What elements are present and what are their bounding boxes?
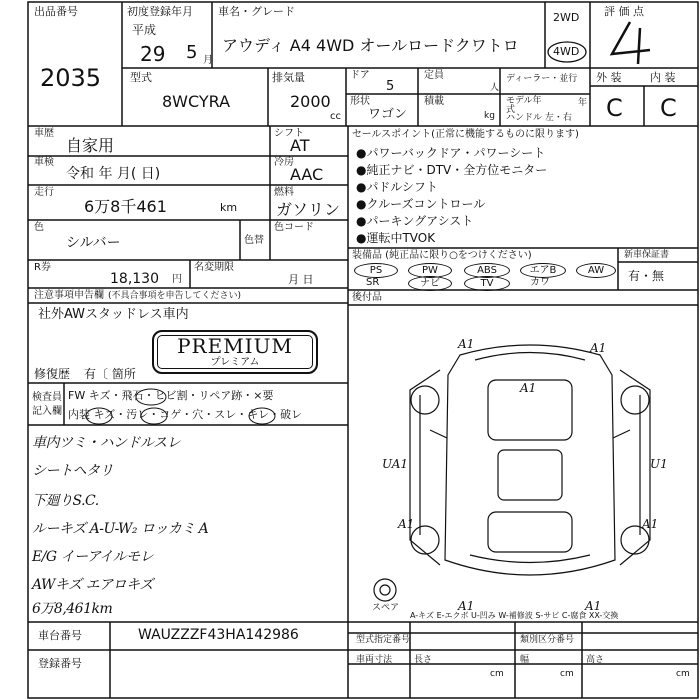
cc-unit: cc: [330, 111, 341, 122]
equip-abs: ABS: [464, 263, 510, 278]
interior-grade: C: [660, 94, 677, 122]
exterior-grade: C: [606, 94, 623, 122]
equip-pw: PW: [408, 263, 452, 278]
model-value: 8WCYRA: [162, 92, 231, 111]
name-change-date: 月 日: [288, 273, 314, 286]
equipment-title: 装備品 (純正品に限り○をつけください): [352, 250, 532, 261]
equip-tv: TV: [464, 276, 510, 291]
selling-point-1: ●パワーバックドア・パワーシート: [356, 146, 546, 160]
mileage-value: 6万8千461: [84, 197, 167, 216]
equip-ps: PS: [354, 263, 398, 278]
chassis-label: 車台番号: [38, 629, 82, 642]
load-label: 積載: [424, 96, 444, 107]
mark-left-side: UA1: [382, 457, 409, 471]
recycle-fee: 18,130: [110, 271, 159, 287]
exterior-checks: FW キズ・飛石・ヒビ割・リペア跡・×要: [68, 389, 274, 402]
notes-title: 注意事項申告欄: [34, 290, 104, 301]
drive-2wd: 2WD: [553, 11, 580, 24]
car-name: アウディ A4 4WD オールロードクワトロ: [222, 36, 519, 55]
length-unit: cm: [490, 669, 504, 679]
fuel-value: ガソリン: [276, 200, 341, 219]
shape-label: 形状: [350, 96, 370, 107]
displacement-value: 2000: [290, 92, 331, 111]
ac-value: AAC: [290, 165, 324, 184]
hand-note-5: E/G イーアイルモレ: [32, 549, 154, 565]
hand-note-6: AWキズ エアロキズ: [32, 577, 153, 593]
mark-right-side: U1: [650, 457, 668, 471]
handle-label: ハンドル 左・右: [506, 113, 572, 123]
equip-navi: ナビ: [408, 276, 452, 291]
usage-value: 自家用: [66, 136, 115, 155]
lot-label: 出品番号: [34, 5, 78, 18]
mark-rear-right: A1: [642, 517, 659, 531]
equip-airbag: エアB: [520, 263, 566, 278]
interior-checks: 内装 キズ・汚レ・コゲ・穴・スレ・キレ・破レ: [68, 408, 303, 421]
mark-front-left: A1: [458, 337, 475, 351]
hand-note-3: 下廻りS.C.: [32, 493, 99, 509]
reg-year: 29: [140, 42, 166, 66]
color-value: シルバー: [66, 235, 121, 251]
post-install-label: 後付品: [352, 292, 382, 303]
height-label: 高さ: [586, 655, 605, 665]
width-unit: cm: [560, 669, 574, 679]
mark-hood: A1: [520, 381, 537, 395]
class-label: 類別区分番号: [520, 635, 575, 645]
inspector-label-1: 検査員: [32, 392, 62, 403]
load-unit: kg: [484, 111, 495, 121]
selling-point-2: ●純正ナビ・DTV・全方位モニター: [356, 163, 548, 177]
shape-value: ワゴン: [368, 107, 408, 122]
shift-value: AT: [290, 136, 310, 155]
warranty-value: 有・無: [628, 269, 665, 283]
lot-number: 2035: [40, 64, 102, 92]
interior-label: 内 装: [650, 71, 676, 84]
inspector-label-2: 記入欄: [32, 406, 62, 417]
hand-note-1: 車内ツミ・ハンドルスレ: [32, 435, 181, 451]
mark-rear-left: A1: [398, 517, 415, 531]
equip-aw: AW: [576, 263, 616, 278]
model-year-label: モデル年式: [506, 96, 542, 115]
premium-jp: プレミアム: [210, 357, 260, 368]
capacity-label: 定員: [424, 70, 444, 81]
yen-unit: 円: [172, 274, 182, 285]
mark-rear-bumper-left: A1: [458, 599, 475, 613]
dealer-label: ディーラー・並行: [506, 74, 578, 84]
era: 平成: [132, 23, 157, 37]
doors-label: ドア: [350, 70, 370, 81]
selling-point-5: ●パーキングアシスト: [356, 214, 474, 228]
premium-en: PREMIUM: [177, 334, 293, 358]
ac-label: 冷房: [274, 157, 294, 168]
recycle-label: R券: [34, 262, 51, 273]
exterior-label: 外 装: [596, 71, 622, 84]
name-change-label: 名変期限: [194, 262, 234, 273]
selling-point-3: ●パドルシフト: [356, 180, 438, 194]
repaint-label: 色替: [244, 235, 264, 246]
notes-subtitle: (不具合事項を申告してください): [108, 291, 242, 301]
height-unit: cm: [676, 669, 690, 679]
hand-note-2: シートヘタリ: [32, 463, 113, 479]
drive-4wd: 4WD: [553, 45, 580, 58]
mileage-label: 走行: [34, 187, 54, 198]
hand-note-7: 6万8,461km: [32, 601, 113, 617]
car-name-label: 車名・グレード: [218, 5, 295, 18]
capacity-unit: 人: [490, 83, 500, 93]
hand-note-4: ルーキズ A-U-W₂ ロッカミ A: [32, 521, 209, 537]
selling-point-4: ●クルーズコントロール: [356, 197, 486, 211]
eval-label: 評 価 点: [604, 5, 644, 18]
month-unit: 月: [203, 55, 213, 66]
shift-label: シフト: [274, 128, 304, 139]
spare-label: スペア: [372, 603, 400, 613]
size-label: 車両寸法: [356, 655, 393, 665]
displacement-label: 排気量: [272, 71, 305, 84]
inspection-value: 令和 年 月( 日): [66, 166, 161, 182]
equip-sr: SR: [366, 277, 380, 288]
reg-month: 5: [186, 42, 198, 63]
year-unit: 年: [578, 98, 588, 108]
model-label: 型式: [130, 71, 152, 84]
mark-rear-bumper-right: A1: [585, 599, 602, 613]
cert-label: 型式指定番号: [356, 635, 411, 645]
doors-value: 5: [386, 79, 395, 94]
repair-value: 有〔 箇所: [84, 367, 136, 381]
mileage-unit: km: [220, 201, 238, 214]
damage-legend: A-キズ E-エクボ U-凹み W-補修波 S-サビ C-腐食 XX-交換: [410, 611, 619, 620]
fuel-label: 燃料: [274, 187, 294, 198]
usage-label: 車歴: [34, 128, 54, 139]
warranty-label: 新車保証書: [624, 250, 670, 260]
inspection-label: 車検: [34, 157, 54, 168]
mark-front-right: A1: [590, 341, 607, 355]
equip-leather: カワ: [530, 277, 550, 288]
color-code-label: 色コード: [274, 222, 314, 233]
chassis-number: WAUZZZF43HA142986: [138, 627, 299, 643]
first-reg-label: 初度登録年月: [127, 5, 193, 18]
color-label: 色: [34, 222, 44, 233]
length-label: 長さ: [414, 655, 433, 665]
repair-label: 修復歴: [34, 367, 71, 381]
selling-point-6: ●運転中TVOK: [356, 231, 436, 245]
width-label: 幅: [520, 655, 530, 665]
notes-line1: 社外AWスタッドレス車内: [38, 307, 189, 322]
reg-number-label: 登録番号: [38, 657, 82, 670]
selling-points-title: セールスポイント(正常に機能するものに限ります): [352, 129, 579, 140]
